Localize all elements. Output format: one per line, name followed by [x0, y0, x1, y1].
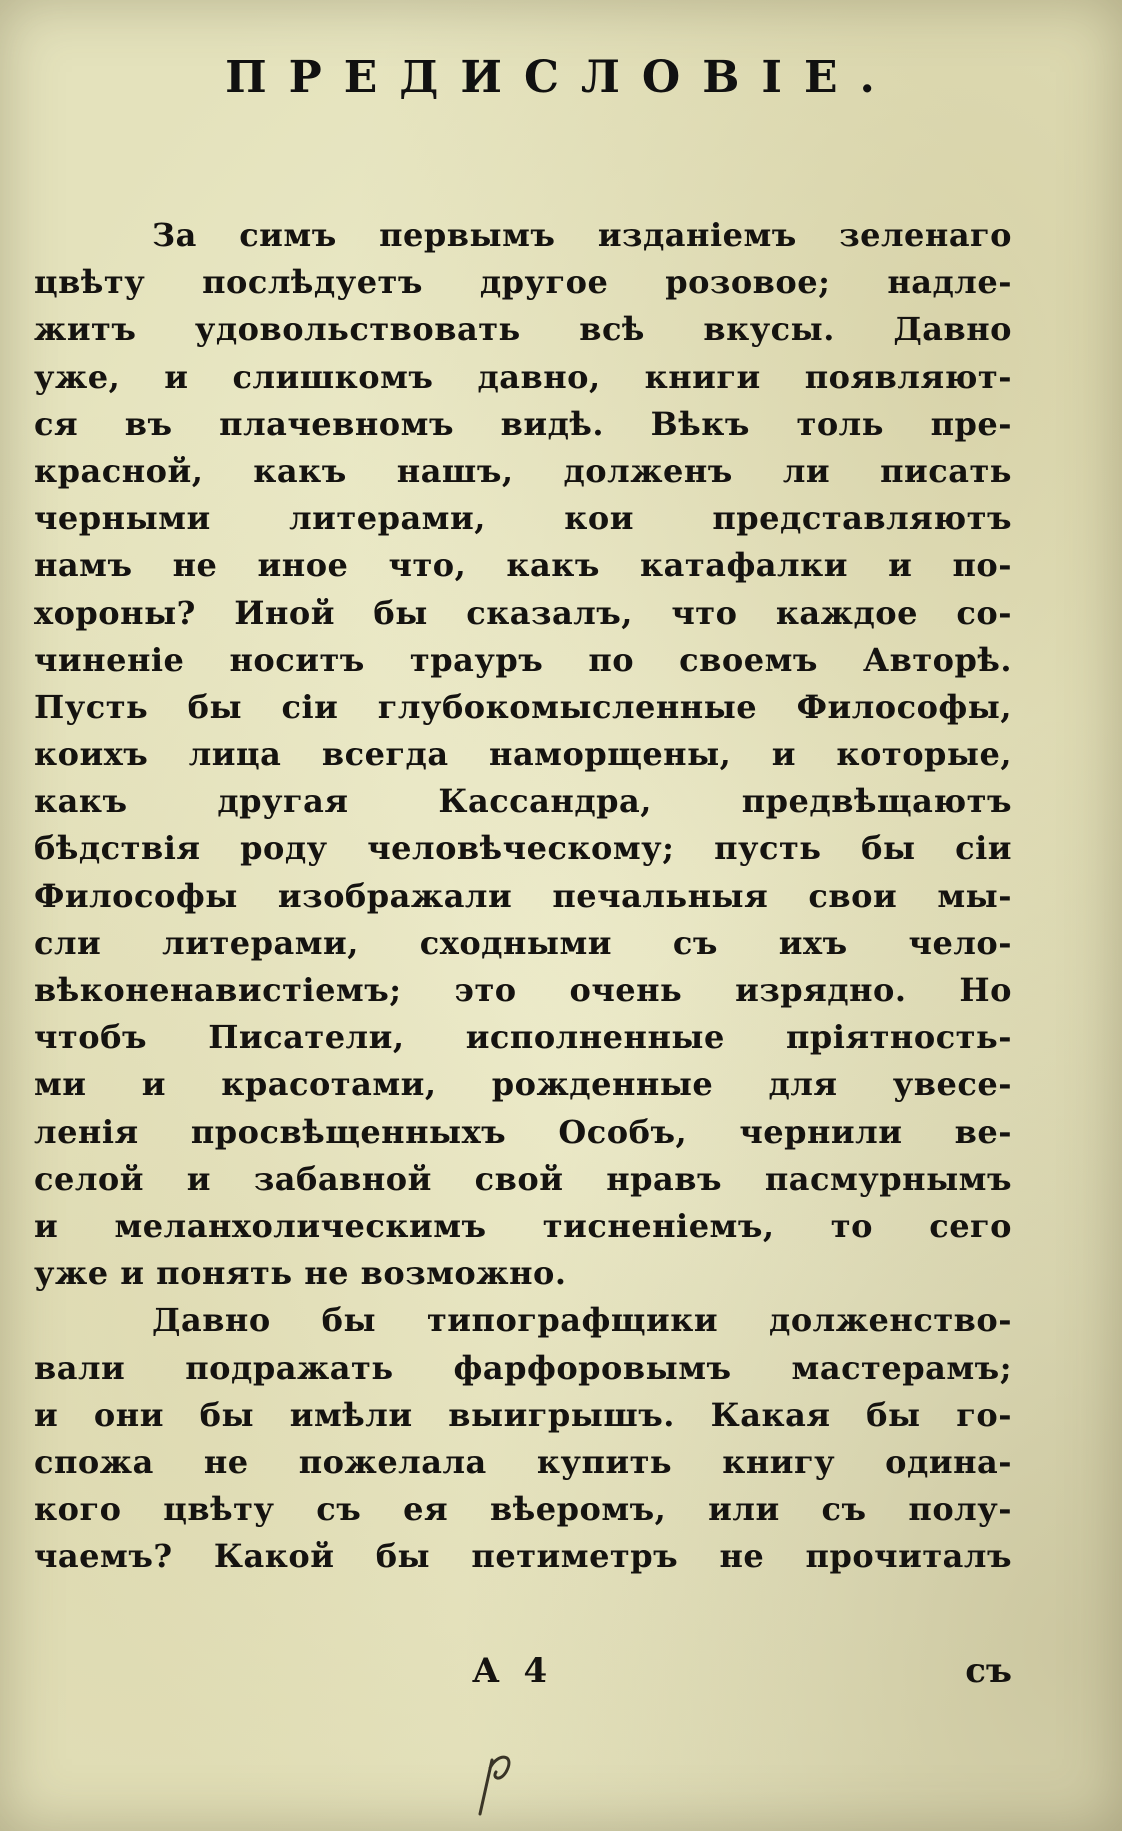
- text-line: чтобъ Писатели, исполненные пріятность-: [34, 1018, 1012, 1057]
- pencil-mark-icon: [462, 1742, 522, 1822]
- text-line: уже и понять не возможно.: [34, 1254, 567, 1293]
- text-line: какъ другая Кассандра, предвѣщаютъ: [34, 782, 1012, 821]
- text-line: и меланхолическимъ тисненіемъ, то сего: [34, 1206, 1012, 1245]
- text-line: сли литерами, сходными съ ихъ чело-: [34, 923, 1012, 962]
- text-line: намъ не иное что, какъ катафалки и по-: [34, 546, 1012, 585]
- text-line: вѣконенавистіемъ; это очень изрядно. Но: [34, 971, 1012, 1009]
- text-line: спожа не пожелала купить книгу одина-: [34, 1442, 1012, 1481]
- text-line: За симъ первымъ изданіемъ зеленаго: [152, 216, 1012, 254]
- text-line: уже, и слишкомъ давно, книги появляют-: [34, 357, 1012, 396]
- text-line: коихъ лица всегда наморщены, и которые,: [34, 735, 1012, 774]
- text-line: бѣдствія роду человѣческому; пусть бы сіи: [34, 829, 1012, 868]
- text-line: ся въ плачевномъ видѣ. Вѣкъ толь пре-: [34, 404, 1012, 443]
- text-line: чиненіе носитъ трауръ по своемъ Авторѣ.: [34, 640, 1012, 679]
- text-line: Пусть бы сіи глубокомысленные Философы,: [34, 687, 1012, 726]
- page-title: ПРЕДИСЛОВІЕ.: [225, 52, 897, 103]
- text-line: вали подражать фарфоровымъ мастерамъ;: [34, 1348, 1012, 1387]
- text-line: ми и красотами, рожденные для увесе-: [34, 1065, 1012, 1104]
- page-footer: [0, 1651, 1122, 1699]
- body-text: [34, 212, 1012, 1580]
- text-line: кого цвѣту съ ея вѣеромъ, или съ полу-: [34, 1490, 1012, 1529]
- text-line: ленія просвѣщенныхъ Особъ, чернили ве-: [34, 1112, 1012, 1151]
- text-line: цвѣту послѣдуетъ другое розовое; надле-: [34, 263, 1012, 302]
- text-line: житъ удовольствовать всѣ вкусы. Давно: [34, 310, 1012, 349]
- text-line: Давно бы типографщики долженство-: [152, 1301, 1012, 1340]
- text-line: Философы изображали печальныя свои мы-: [34, 876, 1012, 915]
- catchword: съ: [965, 1651, 1012, 1691]
- text-line: черными литерами, кои представляютъ: [34, 499, 1012, 538]
- text-line: и они бы имѣли выигрышъ. Какая бы го-: [34, 1395, 1012, 1434]
- signature-mark: А 4: [472, 1651, 554, 1691]
- text-line: чаемъ? Какой бы петиметръ не прочиталъ: [34, 1537, 1012, 1576]
- text-line: хороны? Иной бы сказалъ, что каждое со-: [34, 593, 1012, 632]
- text-line: селой и забавной свой нравъ пасмурнымъ: [34, 1159, 1012, 1198]
- text-line: красной, какъ нашъ, долженъ ли писать: [34, 451, 1012, 490]
